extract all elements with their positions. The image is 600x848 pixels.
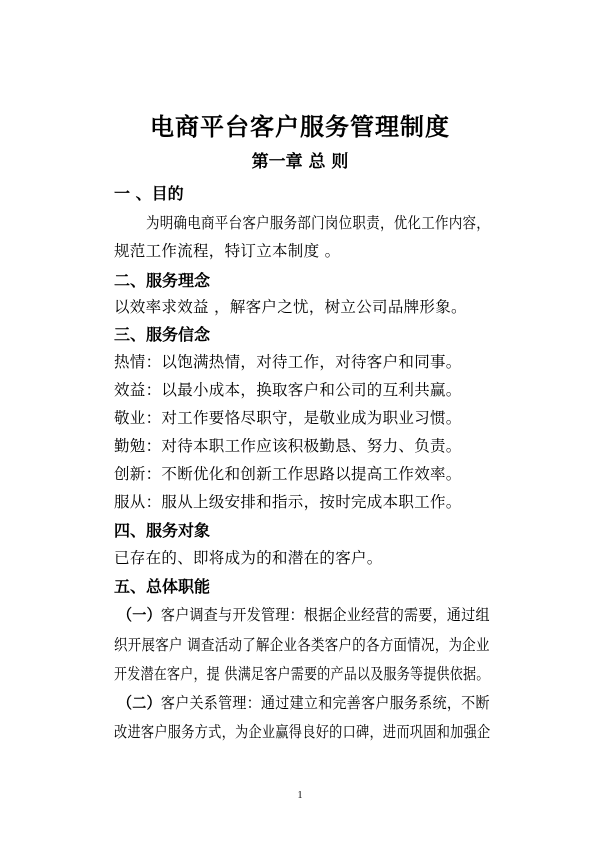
function-item-1-line: 开发潜在客户，提 供满足客户需要的产品以及服务等提供依据。 xyxy=(114,665,490,683)
chapter-heading: 第一章 总 则 xyxy=(251,152,349,172)
paragraph-line: 已存在的、即将成为的和潜在的客户。 xyxy=(114,549,383,567)
item-marker: （一） xyxy=(118,606,161,624)
section-heading-beliefs: 三、服务信念 xyxy=(114,325,211,344)
item-marker: （二） xyxy=(118,694,161,712)
function-item-1-line xyxy=(118,603,490,625)
function-item-1-line: 织开展客户 调查活动了解企业各类客户的各方面情况，为企业 xyxy=(114,636,490,654)
document-title: 电商平台客户服务管理制度 xyxy=(150,113,450,141)
function-item-2-line xyxy=(118,691,490,713)
item-text: 客户关系管理：通过建立和完善客户服务系统，不断 xyxy=(160,694,490,712)
paragraph-line: 为明确电商平台客户服务部门岗位职责，优化工作内容， xyxy=(146,214,491,232)
belief-line: 服从：服从上级安排和指示，按时完成本职工作。 xyxy=(114,493,462,511)
section-heading-functions: 五、总体职能 xyxy=(114,577,211,596)
belief-line: 热情：以饱满热情，对待工作，对待客户和同事。 xyxy=(114,353,462,371)
item-text: 客户调查与开发管理：根据企业经营的需要，通过组 xyxy=(160,606,490,624)
section-heading-philosophy: 二、服务理念 xyxy=(114,271,211,290)
paragraph-line: 规范工作流程，特订立本制度 。 xyxy=(114,242,341,260)
page-number: 1 xyxy=(297,790,303,801)
belief-line: 创新：不断优化和创新工作思路以提高工作效率。 xyxy=(114,465,462,483)
section-heading-targets: 四、服务对象 xyxy=(114,521,211,540)
paragraph-line: 以效率求效益 ，解客户之忧，树立公司品牌形象。 xyxy=(114,298,467,316)
function-item-2-line: 改进客户服务方式，为企业赢得良好的口碑，进而巩固和加强企 xyxy=(114,723,491,741)
belief-line: 勤勉：对待本职工作应该积极勤恳、努力、负责。 xyxy=(114,437,462,455)
belief-line: 效益：以最小成本，换取客户和公司的互利共赢。 xyxy=(114,381,462,399)
belief-line: 敬业：对工作要恪尽职守，是敬业成为职业习惯。 xyxy=(114,409,462,427)
section-heading-purpose: 一 、目的 xyxy=(114,184,184,203)
